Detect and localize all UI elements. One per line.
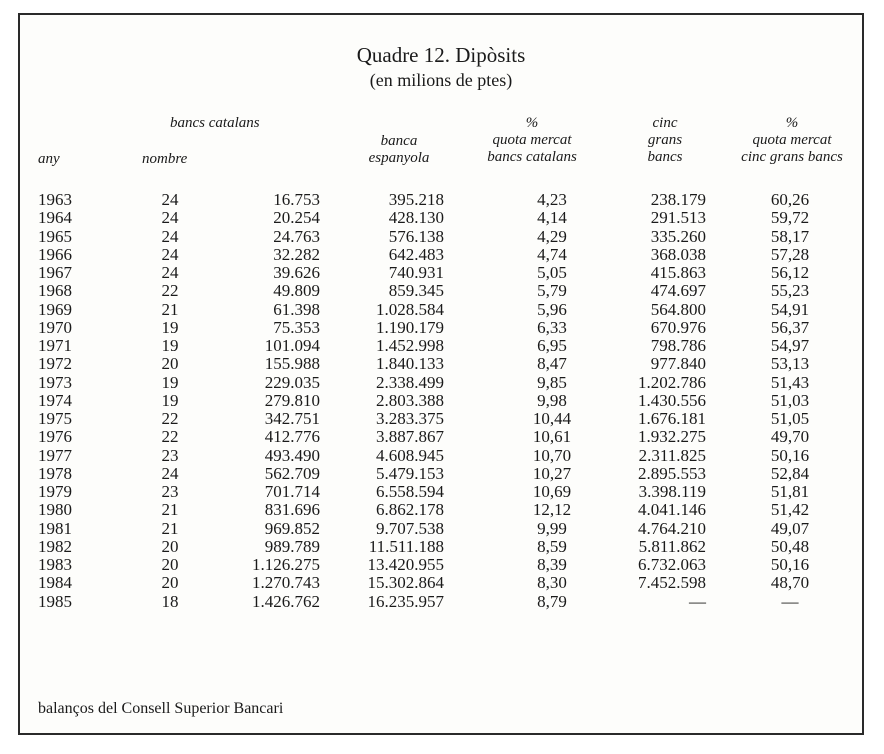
cell-cinc-grans: 798.786 bbox=[650, 336, 706, 355]
header-quota-catalans bbox=[487, 115, 577, 166]
cell-quota-catalans: 4,14 bbox=[537, 208, 567, 228]
cell-bancs-catalans: 969.852 bbox=[264, 518, 320, 538]
cell-quota-catalans: 4,23 bbox=[537, 190, 567, 209]
cell-quota-cinc: 55,23 bbox=[770, 281, 810, 301]
cell-banca-espanyola: 13.420.955 bbox=[367, 555, 444, 574]
cell-quota-cinc: 57,28 bbox=[770, 244, 810, 264]
cell-quota-catalans: 9,99 bbox=[537, 518, 567, 538]
cell-banca-espanyola: 5.479.153 bbox=[376, 463, 444, 483]
cell-nombre: 23 bbox=[161, 482, 179, 501]
cell-quota-catalans: 8,39 bbox=[537, 555, 567, 574]
cell-cinc-grans: 238.179 bbox=[650, 190, 706, 209]
cell-banca-espanyola: 16.235.957 bbox=[367, 591, 444, 611]
cell-quota-catalans: 4,29 bbox=[537, 226, 567, 246]
cell-nombre: 21 bbox=[161, 500, 179, 520]
cell-banca-espanyola: 1.452.998 bbox=[376, 336, 444, 355]
cell-cinc-grans: 368.038 bbox=[650, 244, 706, 264]
cell-banca-espanyola: 576.138 bbox=[388, 226, 444, 246]
table-row bbox=[20, 264, 862, 282]
table-row bbox=[20, 374, 862, 392]
cell-quota-cinc: 54,97 bbox=[770, 336, 810, 355]
cell-bancs-catalans: 279.810 bbox=[264, 390, 320, 410]
cell-nombre: 23 bbox=[161, 445, 179, 465]
cell-quota-catalans: 10,69 bbox=[532, 482, 572, 501]
table-row bbox=[20, 501, 862, 519]
table-row bbox=[20, 337, 862, 355]
cell-quota-catalans: 6,95 bbox=[537, 336, 567, 355]
cell-bancs-catalans: 49.809 bbox=[273, 281, 320, 301]
cell-cinc-grans: 4.764.210 bbox=[638, 518, 706, 538]
cell-cinc-grans: 1.932.275 bbox=[638, 427, 706, 447]
cell-cinc-grans: 335.260 bbox=[650, 226, 706, 246]
cell-bancs-catalans: 20.254 bbox=[273, 208, 320, 228]
cell-banca-espanyola: 1.028.584 bbox=[376, 299, 444, 319]
cell-bancs-catalans: 493.490 bbox=[264, 445, 320, 465]
cell-banca-espanyola: 1.840.133 bbox=[376, 354, 444, 374]
cell-quota-cinc: 53,13 bbox=[770, 354, 810, 374]
table-row bbox=[20, 483, 862, 501]
header-line: quota mercat bbox=[492, 132, 572, 148]
cell-banca-espanyola: 642.483 bbox=[388, 244, 444, 264]
cell-any: 1981 bbox=[38, 518, 72, 538]
cell-cinc-grans: 474.697 bbox=[650, 281, 706, 301]
cell-quota-cinc: 51,81 bbox=[770, 482, 810, 501]
header-line: bancs catalans bbox=[487, 149, 577, 165]
header-line: % bbox=[525, 115, 539, 131]
table-row bbox=[20, 447, 862, 465]
cell-cinc-grans: 291.513 bbox=[650, 208, 706, 228]
cell-nombre: 20 bbox=[161, 573, 179, 593]
cell-nombre: 19 bbox=[161, 390, 179, 410]
cell-nombre: 20 bbox=[161, 536, 179, 556]
cell-quota-cinc: 56,12 bbox=[770, 263, 810, 282]
cell-bancs-catalans: 701.714 bbox=[264, 482, 320, 501]
cell-quota-catalans: 9,98 bbox=[537, 390, 567, 410]
cell-nombre: 19 bbox=[161, 317, 179, 337]
cell-any: 1979 bbox=[38, 482, 72, 501]
table-row bbox=[20, 593, 862, 611]
table-row bbox=[20, 428, 862, 446]
table-row bbox=[20, 520, 862, 538]
header-line: bancs bbox=[647, 149, 683, 165]
cell-any: 1976 bbox=[38, 427, 72, 447]
cell-bancs-catalans: 101.094 bbox=[264, 336, 320, 355]
table-row bbox=[20, 246, 862, 264]
cell-quota-catalans: 10,61 bbox=[532, 427, 572, 447]
header-quota-cinc bbox=[741, 115, 843, 166]
cell-cinc-grans: 2.311.825 bbox=[638, 445, 706, 465]
table-row bbox=[20, 301, 862, 319]
table-row bbox=[20, 538, 862, 556]
cell-nombre: 21 bbox=[161, 299, 179, 319]
cell-banca-espanyola: 1.190.179 bbox=[376, 317, 444, 337]
cell-any: 1968 bbox=[38, 281, 72, 301]
cell-any: 1972 bbox=[38, 354, 72, 374]
header-banca-espanyola bbox=[369, 133, 430, 167]
table-title: Quadre 12. Dipòsits bbox=[356, 43, 526, 67]
cell-cinc-grans: 977.840 bbox=[650, 354, 706, 374]
cell-nombre: 22 bbox=[161, 427, 179, 447]
table-row bbox=[20, 191, 862, 209]
cell-any: 1970 bbox=[38, 317, 72, 337]
table-row bbox=[20, 209, 862, 227]
cell-any: 1974 bbox=[38, 390, 72, 410]
cell-nombre: 22 bbox=[161, 409, 179, 428]
cell-quota-cinc: 54,91 bbox=[770, 299, 810, 319]
cell-cinc-grans: 5.811.862 bbox=[638, 536, 706, 556]
cell-banca-espanyola: 11.511.188 bbox=[368, 536, 444, 556]
table-row bbox=[20, 392, 862, 410]
cell-nombre: 20 bbox=[161, 555, 179, 574]
header-any: any bbox=[38, 151, 60, 167]
cell-quota-catalans: 5,79 bbox=[537, 281, 567, 301]
cell-any: 1983 bbox=[38, 555, 72, 574]
cell-any: 1971 bbox=[38, 336, 72, 355]
table-row bbox=[20, 556, 862, 574]
cell-nombre: 24 bbox=[161, 244, 179, 264]
cell-quota-catalans: 8,79 bbox=[537, 591, 567, 611]
table-row bbox=[20, 355, 862, 373]
cell-any: 1973 bbox=[38, 372, 72, 392]
cell-quota-catalans: 8,30 bbox=[537, 573, 567, 593]
table-subtitle: (en milions de ptes) bbox=[369, 70, 513, 90]
header-line: banca bbox=[380, 133, 418, 149]
cell-quota-cinc: — bbox=[781, 591, 799, 611]
header-line: grans bbox=[647, 132, 683, 148]
table-row bbox=[20, 282, 862, 300]
cell-any: 1966 bbox=[38, 244, 72, 264]
cell-bancs-catalans: 1.126.275 bbox=[252, 555, 320, 574]
cell-nombre: 21 bbox=[161, 518, 179, 538]
cell-any: 1977 bbox=[38, 445, 72, 465]
table-source: balanços del Consell Superior Bancari bbox=[38, 700, 284, 717]
cell-quota-cinc: 51,43 bbox=[770, 372, 810, 392]
cell-bancs-catalans: 75.353 bbox=[273, 317, 320, 337]
cell-any: 1985 bbox=[38, 591, 72, 611]
header-line: quota mercat bbox=[752, 132, 832, 148]
cell-banca-espanyola: 3.283.375 bbox=[376, 409, 444, 428]
cell-any: 1967 bbox=[38, 263, 72, 282]
cell-quota-cinc: 50,16 bbox=[770, 555, 810, 574]
cell-nombre: 24 bbox=[161, 263, 179, 282]
cell-bancs-catalans: 39.626 bbox=[273, 263, 320, 282]
cell-any: 1980 bbox=[38, 500, 72, 520]
table-row bbox=[20, 319, 862, 337]
cell-nombre: 19 bbox=[161, 372, 179, 392]
cell-bancs-catalans: 989.789 bbox=[264, 536, 320, 556]
cell-cinc-grans: 1.430.556 bbox=[638, 390, 706, 410]
cell-bancs-catalans: 1.426.762 bbox=[252, 591, 320, 611]
cell-any: 1978 bbox=[38, 463, 72, 483]
cell-bancs-catalans: 229.035 bbox=[264, 372, 320, 392]
cell-any: 1975 bbox=[38, 409, 72, 428]
cell-banca-espanyola: 2.803.388 bbox=[376, 390, 444, 410]
cell-banca-espanyola: 15.302.864 bbox=[367, 573, 444, 593]
cell-nombre: 24 bbox=[161, 463, 179, 483]
cell-banca-espanyola: 2.338.499 bbox=[376, 372, 444, 392]
cell-quota-cinc: 60,26 bbox=[770, 190, 810, 209]
cell-bancs-catalans: 32.282 bbox=[273, 244, 320, 264]
cell-bancs-catalans: 24.763 bbox=[273, 226, 320, 246]
cell-cinc-grans: 564.800 bbox=[650, 299, 706, 319]
cell-nombre: 24 bbox=[161, 226, 179, 246]
cell-quota-catalans: 4,74 bbox=[537, 244, 567, 264]
header-line: % bbox=[785, 115, 799, 131]
cell-any: 1963 bbox=[38, 190, 72, 209]
cell-banca-espanyola: 395.218 bbox=[388, 190, 444, 209]
cell-nombre: 22 bbox=[161, 281, 179, 301]
cell-quota-catalans: 10,27 bbox=[532, 463, 572, 483]
cell-bancs-catalans: 61.398 bbox=[273, 299, 320, 319]
cell-banca-espanyola: 428.130 bbox=[388, 208, 444, 228]
cell-nombre: 18 bbox=[161, 591, 179, 611]
cell-quota-catalans: 10,44 bbox=[532, 409, 572, 428]
cell-banca-espanyola: 4.608.945 bbox=[376, 445, 444, 465]
cell-quota-cinc: 51,05 bbox=[770, 409, 810, 428]
cell-bancs-catalans: 1.270.743 bbox=[252, 573, 320, 593]
cell-any: 1965 bbox=[38, 226, 72, 246]
header-line: cinc grans bancs bbox=[741, 149, 843, 165]
header-nombre: nombre bbox=[142, 151, 188, 167]
cell-quota-catalans: 9,85 bbox=[537, 372, 567, 392]
table-row bbox=[20, 574, 862, 592]
header-bancs-catalans: bancs catalans bbox=[170, 115, 260, 131]
cell-cinc-grans: 1.676.181 bbox=[638, 409, 706, 428]
cell-banca-espanyola: 3.887.867 bbox=[376, 427, 444, 447]
cell-bancs-catalans: 562.709 bbox=[264, 463, 320, 483]
cell-bancs-catalans: 831.696 bbox=[264, 500, 320, 520]
cell-quota-catalans: 8,59 bbox=[537, 536, 567, 556]
cell-quota-cinc: 59,72 bbox=[770, 208, 810, 228]
header-cinc-grans bbox=[648, 115, 683, 166]
cell-cinc-grans: 7.452.598 bbox=[638, 573, 706, 593]
cell-nombre: 20 bbox=[161, 354, 179, 374]
header-line: espanyola bbox=[368, 150, 430, 166]
cell-bancs-catalans: 412.776 bbox=[264, 427, 320, 447]
cell-cinc-grans: 2.895.553 bbox=[638, 463, 706, 483]
cell-cinc-grans: 415.863 bbox=[650, 263, 706, 282]
cell-banca-espanyola: 740.931 bbox=[388, 263, 444, 282]
cell-cinc-grans: 1.202.786 bbox=[638, 372, 706, 392]
cell-bancs-catalans: 342.751 bbox=[264, 409, 320, 428]
cell-quota-cinc: 52,84 bbox=[770, 463, 810, 483]
cell-quota-catalans: 5,96 bbox=[537, 299, 567, 319]
cell-quota-catalans: 10,70 bbox=[532, 445, 572, 465]
table-frame bbox=[18, 13, 864, 735]
cell-cinc-grans: — bbox=[689, 591, 706, 611]
cell-any: 1969 bbox=[38, 299, 72, 319]
cell-any: 1982 bbox=[38, 536, 72, 556]
cell-quota-catalans: 6,33 bbox=[537, 317, 567, 337]
cell-quota-cinc: 48,70 bbox=[770, 573, 810, 593]
cell-cinc-grans: 4.041.146 bbox=[638, 500, 706, 520]
cell-cinc-grans: 670.976 bbox=[650, 317, 706, 337]
cell-any: 1984 bbox=[38, 573, 72, 593]
table-row bbox=[20, 228, 862, 246]
cell-quota-catalans: 5,05 bbox=[537, 263, 567, 282]
cell-nombre: 24 bbox=[161, 190, 179, 209]
cell-any: 1964 bbox=[38, 208, 72, 228]
cell-quota-cinc: 58,17 bbox=[770, 226, 810, 246]
cell-cinc-grans: 6.732.063 bbox=[638, 555, 706, 574]
cell-nombre: 19 bbox=[161, 336, 179, 355]
cell-quota-cinc: 56,37 bbox=[770, 317, 810, 337]
cell-nombre: 24 bbox=[161, 208, 179, 228]
table-body bbox=[20, 191, 862, 611]
cell-quota-cinc: 50,48 bbox=[770, 536, 810, 556]
cell-quota-catalans: 12,12 bbox=[532, 500, 572, 520]
cell-banca-espanyola: 9.707.538 bbox=[376, 518, 444, 538]
table-row bbox=[20, 410, 862, 428]
cell-quota-cinc: 49,70 bbox=[770, 427, 810, 447]
cell-banca-espanyola: 6.862.178 bbox=[376, 500, 444, 520]
header-line: cinc bbox=[652, 115, 678, 131]
cell-quota-cinc: 51,42 bbox=[770, 500, 810, 520]
cell-cinc-grans: 3.398.119 bbox=[638, 482, 706, 501]
table-row bbox=[20, 465, 862, 483]
cell-quota-cinc: 51,03 bbox=[770, 390, 810, 410]
cell-quota-cinc: 49,07 bbox=[770, 518, 810, 538]
cell-quota-catalans: 8,47 bbox=[537, 354, 567, 374]
cell-banca-espanyola: 6.558.594 bbox=[376, 482, 444, 501]
cell-quota-cinc: 50,16 bbox=[770, 445, 810, 465]
cell-banca-espanyola: 859.345 bbox=[388, 281, 444, 301]
cell-bancs-catalans: 16.753 bbox=[273, 190, 320, 209]
cell-bancs-catalans: 155.988 bbox=[264, 354, 320, 374]
